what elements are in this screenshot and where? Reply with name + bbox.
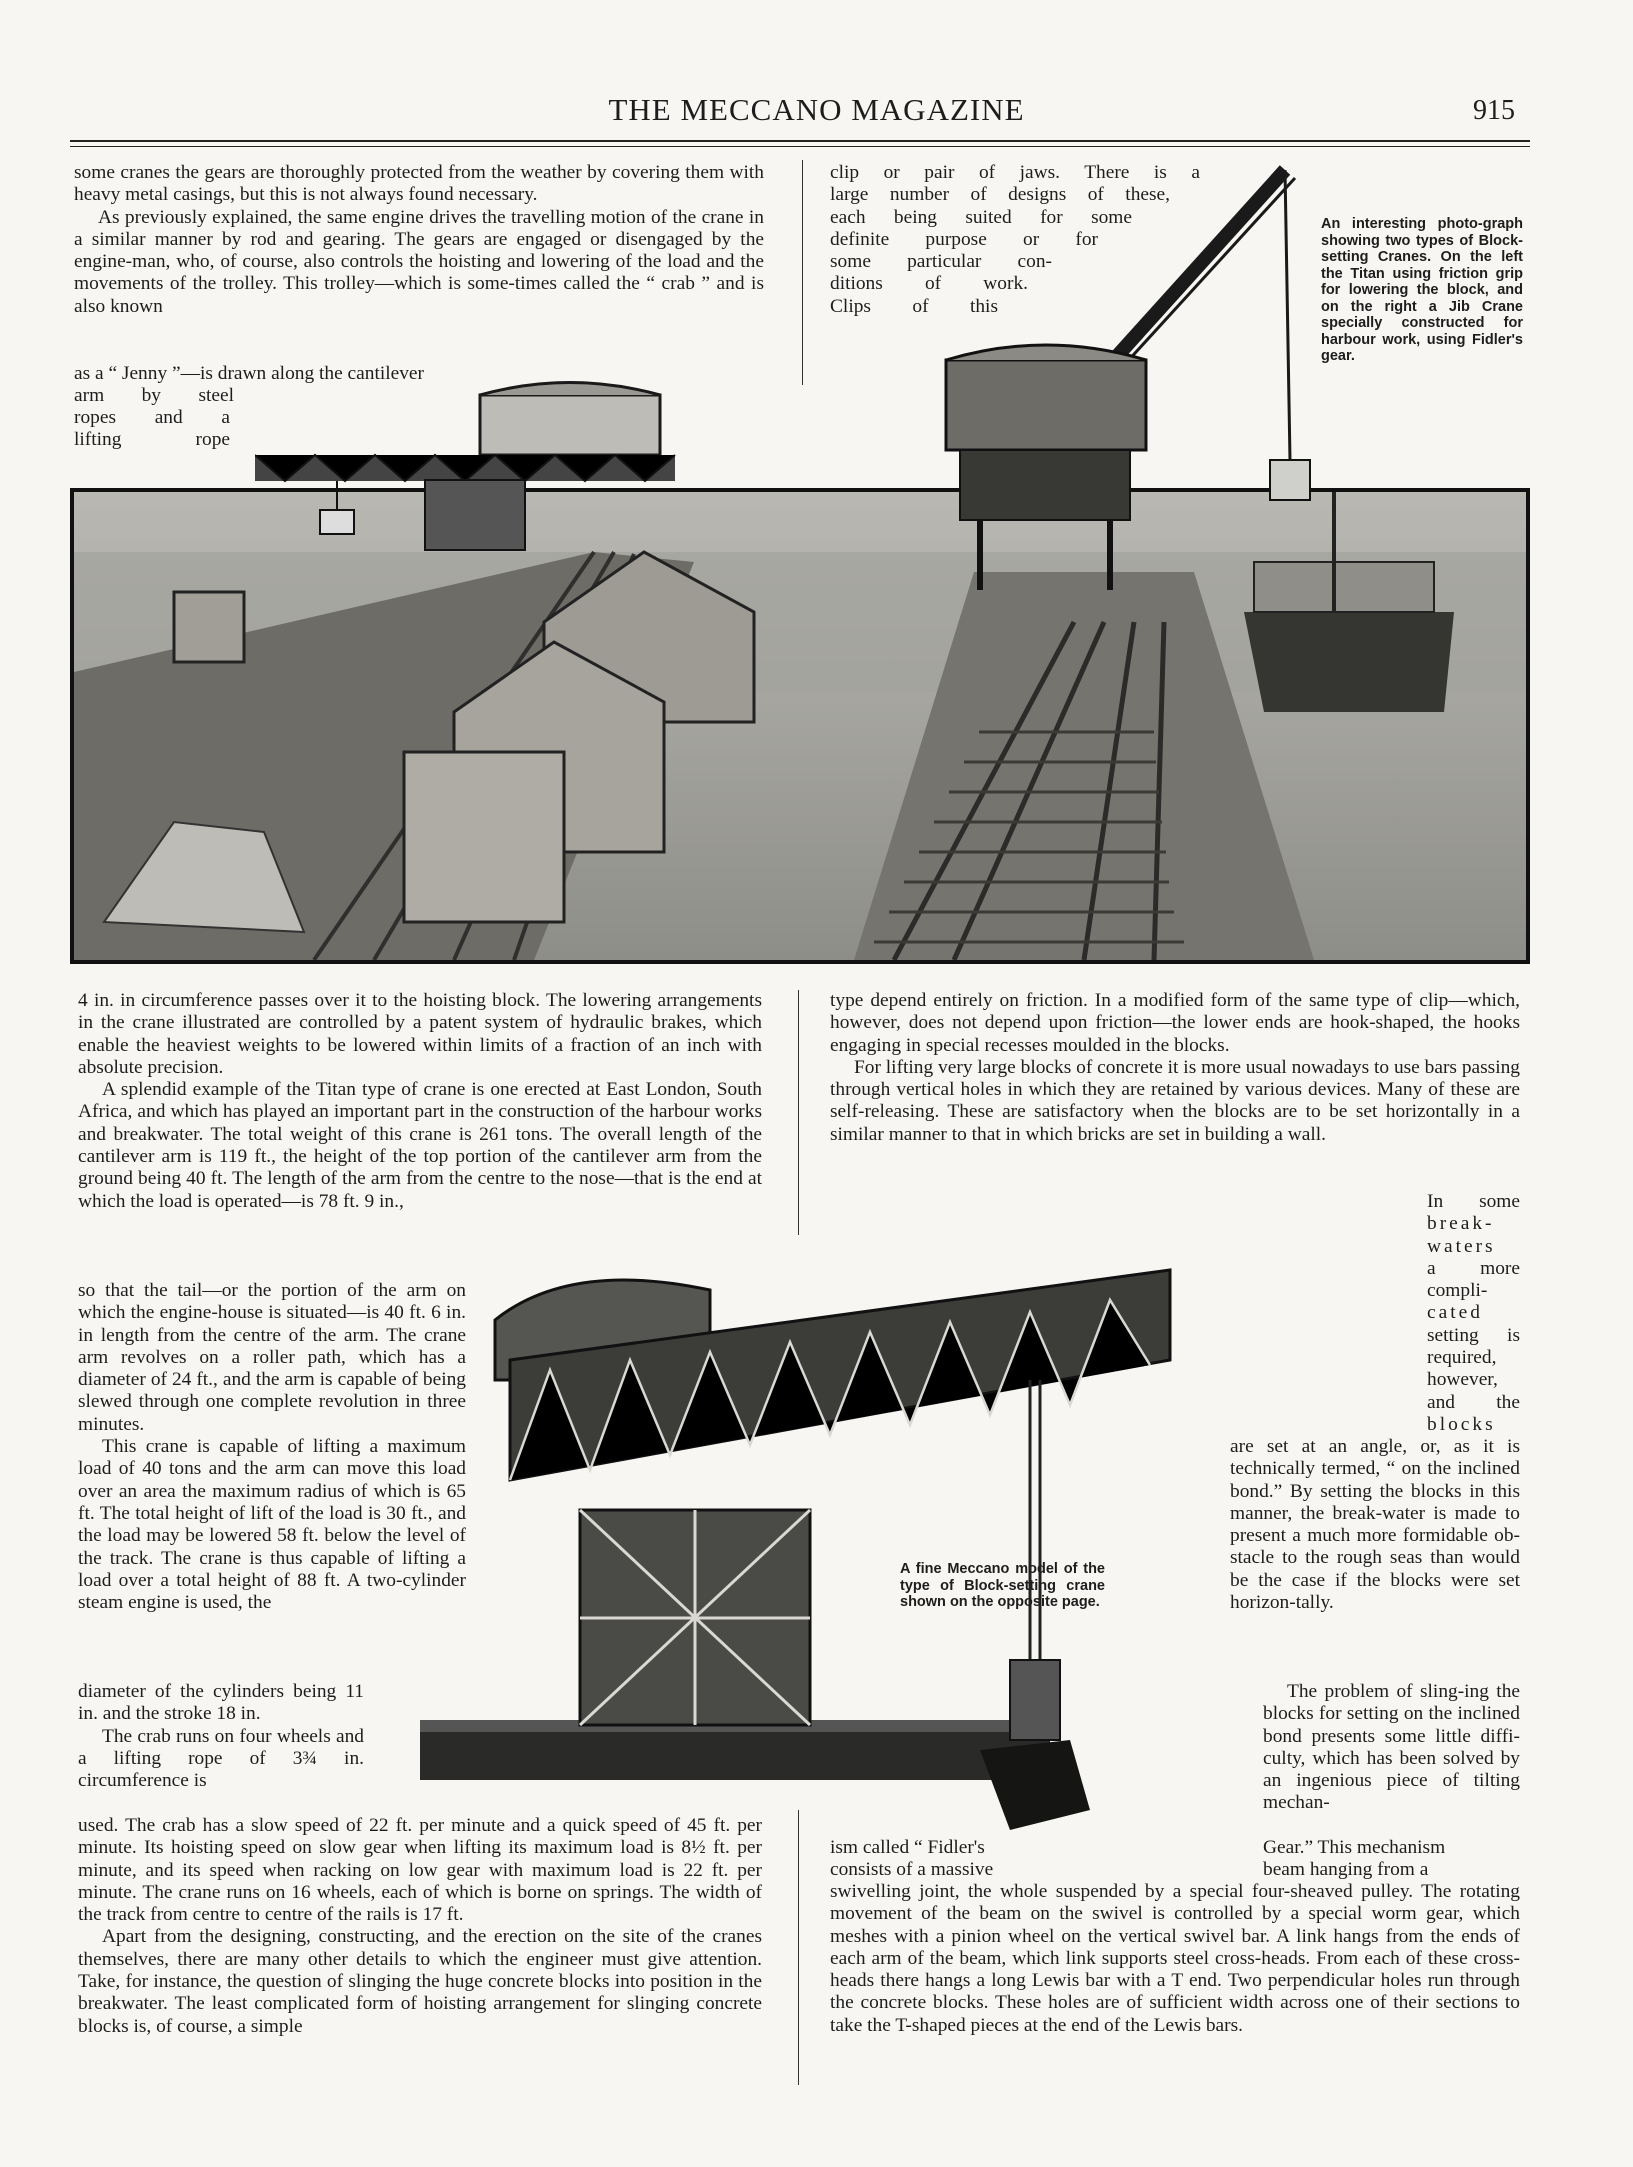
bottom-left-column-narrower [78,1681,364,1792]
paragraph: so that the tail—or the portion of the arm on which the engine-house is situated—is 40 ft. 6 in. in length from the centre of the arm. The crane arm revolves on a roller path, which has a diameter of 24 ft., and the arm is capable of being slewed through one complete revolution in three minutes. [78,1280,466,1435]
paragraph: As previously explained, the same engine drives the travelling motion of the crane in a similar manner by rod and gearing. The gears are engaged or disengaged by the engine-man, who, of course, also controls the hoisting and lowering of the load and the movements of the trolley. This trolley—which is some-times called the “ crab ” and is also known [74,206,764,317]
paragraph: type depend entirely on friction. In a modified form of the same type of clip—which, however, does not depend upon friction—the lower ends are hook-shaped, the hooks engaging in special recesses moulded in the blocks. [830,990,1520,1056]
text-line: waters [1427,1235,1496,1257]
text-line: definite purpose or for [830,228,1098,250]
bottom-right-column-upper [830,990,1520,1146]
paragraph: Apart from the designing, constructing, and the erection on the site of the cranes themselves, there are many other details to which the engineer must give attention. Take, for instance, the question of slinging the huge concrete blocks into position in the breakwater. The least complicated form of hoisting arrangement for slinging concrete blocks is, of course, a simple [78,1926,762,2037]
text-line: a more [1427,1257,1520,1279]
header-rule-thin [70,146,1530,147]
text-line: break- [1427,1213,1495,1235]
text-line: and the [1427,1391,1520,1413]
text-line: Clips of this [830,295,998,317]
paragraph: The crab runs on four wheels and a lifting rope of 3¾ in. circumference is [78,1725,364,1792]
paragraph: The problem of sling-ing the blocks for setting on the inclined bond presents some little diffi-culty, which has been solved by an ingenious piece of tilting mechan- [1263,1681,1520,1814]
bottom-left-column-upper [78,990,762,1213]
text-line: ditions of work. [830,273,1028,295]
text-line: clip or pair of jaws. There is a [830,162,1200,183]
text-line: Gear.” This mechanism [1263,1837,1446,1858]
column-divider-bottom-lower [798,1810,799,2085]
text-line: each being suited for some [830,206,1132,228]
text-line: however, [1427,1369,1498,1391]
titan-crane-illustration [255,380,685,580]
text-line: compli- [1427,1280,1488,1302]
bottom-right-column-mid [1230,1436,1520,1614]
page-number: 915 [1473,95,1515,126]
paragraph: used. The crab has a slow speed of 22 ft. per minute and a quick speed of 45 ft. per minute. Its hoisting speed on slow gear when lifting its maximum load is 8½ ft. per minute, and its speed when racking on low gear with maximum load is 22 ft. per minute. The crane runs on 16 wheels, each of which is borne on springs. The width of the track from centre to centre of the rails is 17 ft. [78,1815,762,1926]
text-line: setting is [1427,1324,1520,1346]
text-line: required, [1427,1347,1497,1369]
top-left-column [74,162,764,318]
paragraph: This crane is capable of lifting a maximum load of 40 tons and the arm can move this load over an area the maximum radius of which is 65 ft. The total height of lift of the load is 30 ft., and the load may be lowered 58 ft. below the level of the track. The crane is thus capable of lifting a load over a total height of 88 ft. A two-cylinder steam engine is used, the [78,1436,466,1614]
paragraph: are set at an angle, or, as it is technically termed, “ on the inclined bond.” By setting the blocks in this manner, the break-water is made to present a much more formidable ob-stacle to the rough seas than would be the case if the blocks were set horizon-tally. [1230,1436,1520,1614]
meccano-model-illustration [410,1240,1250,1840]
paragraph: 4 in. in circumference passes over it to the hoisting block. The lowering arrangements in the crane illustrated are controlled by a patent system of hydraulic brakes, which enable the heaviest weights to be lowered within limits of a fraction of an inch with absolute precision. [78,990,762,1078]
column-divider-top [802,160,803,385]
jib-crane-illustration [940,160,1320,600]
text-line: cated [1427,1302,1483,1324]
text-line: ism called “ Fidler's [830,1837,985,1858]
photo-caption: An interesting photo-graph showing two types of Block-setting Cranes. On the left the Titan using friction grip for lowering the block, and on the right a Jib Crane specially constructed for harbour work, using Fidler's gear. [1321,216,1523,364]
bottom-left-column-narrow [78,1280,466,1614]
magazine-title: THE MECCANO MAGAZINE [608,92,1025,127]
bottom-left-column-lower [78,1815,762,2038]
text-line: blocks [1427,1413,1496,1435]
text-line: consists of a massive [830,1859,994,1880]
text-line: ropes and a [74,407,230,428]
header-rule [70,140,1530,142]
text-line: arm by steel [74,385,234,406]
text-line: large number of designs of these, [830,184,1170,206]
paragraph: A splendid example of the Titan type of crane is one erected at East London, South Africa, and which has played an important part in the construction of the harbour works and breakwater. The total weight of this crane is 261 tons. The overall length of the cantilever arm is 119 ft., the height of the top portion of the cantilever arm from the ground being 40 ft. The length of the arm from the centre to the nose—that is the end at which the load is operated—is 78 ft. 9 in., [78,1079,762,1212]
text-line: as a “ Jenny ”—is drawn along the cantilever [74,363,424,384]
text-line: In some [1427,1191,1520,1212]
text-line: lifting rope [74,429,230,450]
bottom-right-column-mid-narrow [1263,1681,1520,1815]
text-line: some particular con- [830,251,1052,273]
column-divider-bottom-upper [798,990,799,1235]
paragraph: swivelling joint, the whole suspended by a special four-sheaved pulley. The rotating movement of the beam on the swivel is controlled by a special worm gear, which meshes with a pinion wheel on the vertical swivel bar. A link hangs from the ends of each arm of the beam, which link supports steel cross-heads. From each of these cross-heads there hangs a long Lewis bar with a T end. Two perpendicular holes run through the concrete blocks. These holes are of sufficient width across one of their sections to take the T-shaped pieces at the end of the Lewis bars. [830,1881,1520,2036]
paragraph: diameter of the cylinders being 11 in. and the stroke 18 in. [78,1681,364,1725]
paragraph: some cranes the gears are thoroughly protected from the weather by covering them with heavy metal casings, but this is not always found necessary. [74,162,764,206]
bottom-right-narrow-column [1427,1191,1520,1436]
paragraph: For lifting very large blocks of concrete it is more usual nowadays to use bars passing through vertical holes in which they are retained by various devices. Many of these are self-releasing. These are satisfactory when the blocks are to be set horizontally in a similar manner to that in which bricks are set in building a wall. [830,1056,1520,1145]
model-caption: A fine Meccano model of the type of Block-setting crane shown on the opposite page. [900,1561,1105,1610]
bottom-right-column-lower [830,1881,1520,2037]
text-line: beam hanging from a [1263,1859,1429,1880]
